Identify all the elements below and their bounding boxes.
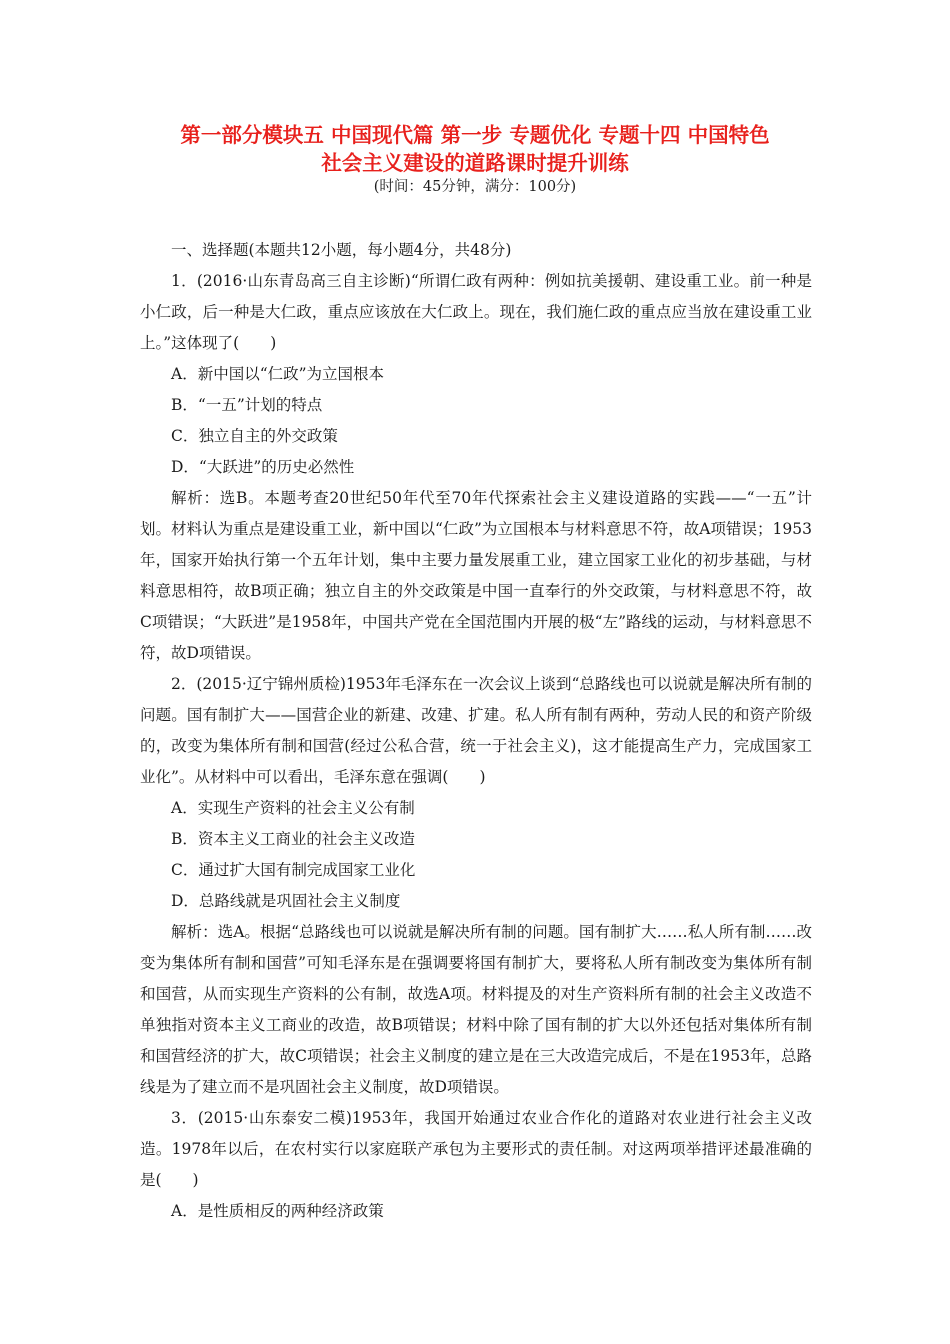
- question-2-stem: 2．(2015·辽宁锦州质检)1953年毛泽东在一次会议上谈到“总路线也可以说就是解决所有制的问题。国有制扩大——国营企业的新建、改建、扩建。私人所有制有两种，劳动人民的和资产阶级的，改变为集体所有制和国营(经过公私合营，统一于社会主义)，这才能提高生产力，完成国家工业化”。从材料中可以看出，毛泽东意在强调( ): [140, 675, 812, 786]
- question-1-option-c: C．独立自主的外交政策: [171, 427, 338, 445]
- time-and-score-note: (时间：45分钟，满分：100分): [373, 179, 577, 195]
- question-2-option-c: C．通过扩大国有制完成国家工业化: [171, 861, 416, 879]
- document-title-line-1: 第一部分模块五 中国现代篇 第一步 专题优化 专题十四 中国特色: [180, 123, 770, 147]
- question-1-analysis: 解析：选B。本题考查20世纪50年代至70年代探索社会主义建设道路的实践——“一五”计划。材料认为重点是建设重工业，新中国以“仁政”为立国根本与材料意思不符，故A项错误；1953年，国家开始执行第一个五年计划，集中主要力量发展重工业，建立国家工业化的初步基础，与材料意思相符，故B项正确；独立自主的外交政策是中国一直奉行的外交政策，与材料意思不符，故C项错误；“大跃进”是1958年，中国共产党在全国范围内开展的极“左”路线的运动，与材料意思不符，故D项错误。: [140, 489, 813, 662]
- question-2-option-b: B．资本主义工商业的社会主义改造: [171, 830, 415, 848]
- question-3-stem: 3．(2015·山东泰安二模)1953年，我国开始通过农业合作化的道路对农业进行社会主义改造。1978年以后，在农村实行以家庭联产承包为主要形式的责任制。对这两项举措评述最准确的是( ): [140, 1109, 812, 1189]
- question-1-stem: 1．(2016·山东青岛高三自主诊断)“所谓仁政有两种：例如抗美援朝、建设重工业。前一种是小仁政，后一种是大仁政，重点应该放在大仁政上。现在，我们施仁政的重点应当放在建设重工业上。”这体现了( ): [140, 272, 812, 352]
- document-body: [140, 235, 812, 1227]
- question-2-option-d: D．总路线就是巩固社会主义制度: [171, 892, 401, 910]
- question-1-option-a: A．新中国以“仁政”为立国根本: [171, 365, 385, 383]
- section-heading: 一、选择题(本题共12小题，每小题4分，共48分): [171, 241, 512, 259]
- document-title-line-2: 社会主义建设的道路课时提升训练: [321, 151, 629, 175]
- question-2-analysis: 解析：选A。根据“总路线也可以说就是解决所有制的问题。国有制扩大……私人所有制……改变为集体所有制和国营”可知毛泽东是在强调要将国有制扩大，要将私人所有制改变为集体所有制和国营，从而实现生产资料的公有制，故选A项。材料提及的对生产资料所有制的社会主义改造不单独指对资本主义工商业的改造，故B项错误；材料中除了国有制的扩大以外还包括对集体所有制和国营经济的扩大，故C项错误；社会主义制度的建立是在三大改造完成后，不是在1953年，总路线是为了建立而不是巩固社会主义制度，故D项错误。: [140, 923, 812, 1096]
- question-1-option-b: B．“一五”计划的特点: [171, 396, 323, 414]
- question-2-option-a: A．实现生产资料的社会主义公有制: [171, 799, 415, 817]
- question-1-option-d: D．“大跃进”的历史必然性: [171, 458, 355, 476]
- question-3-option-a: A．是性质相反的两种经济政策: [171, 1202, 384, 1220]
